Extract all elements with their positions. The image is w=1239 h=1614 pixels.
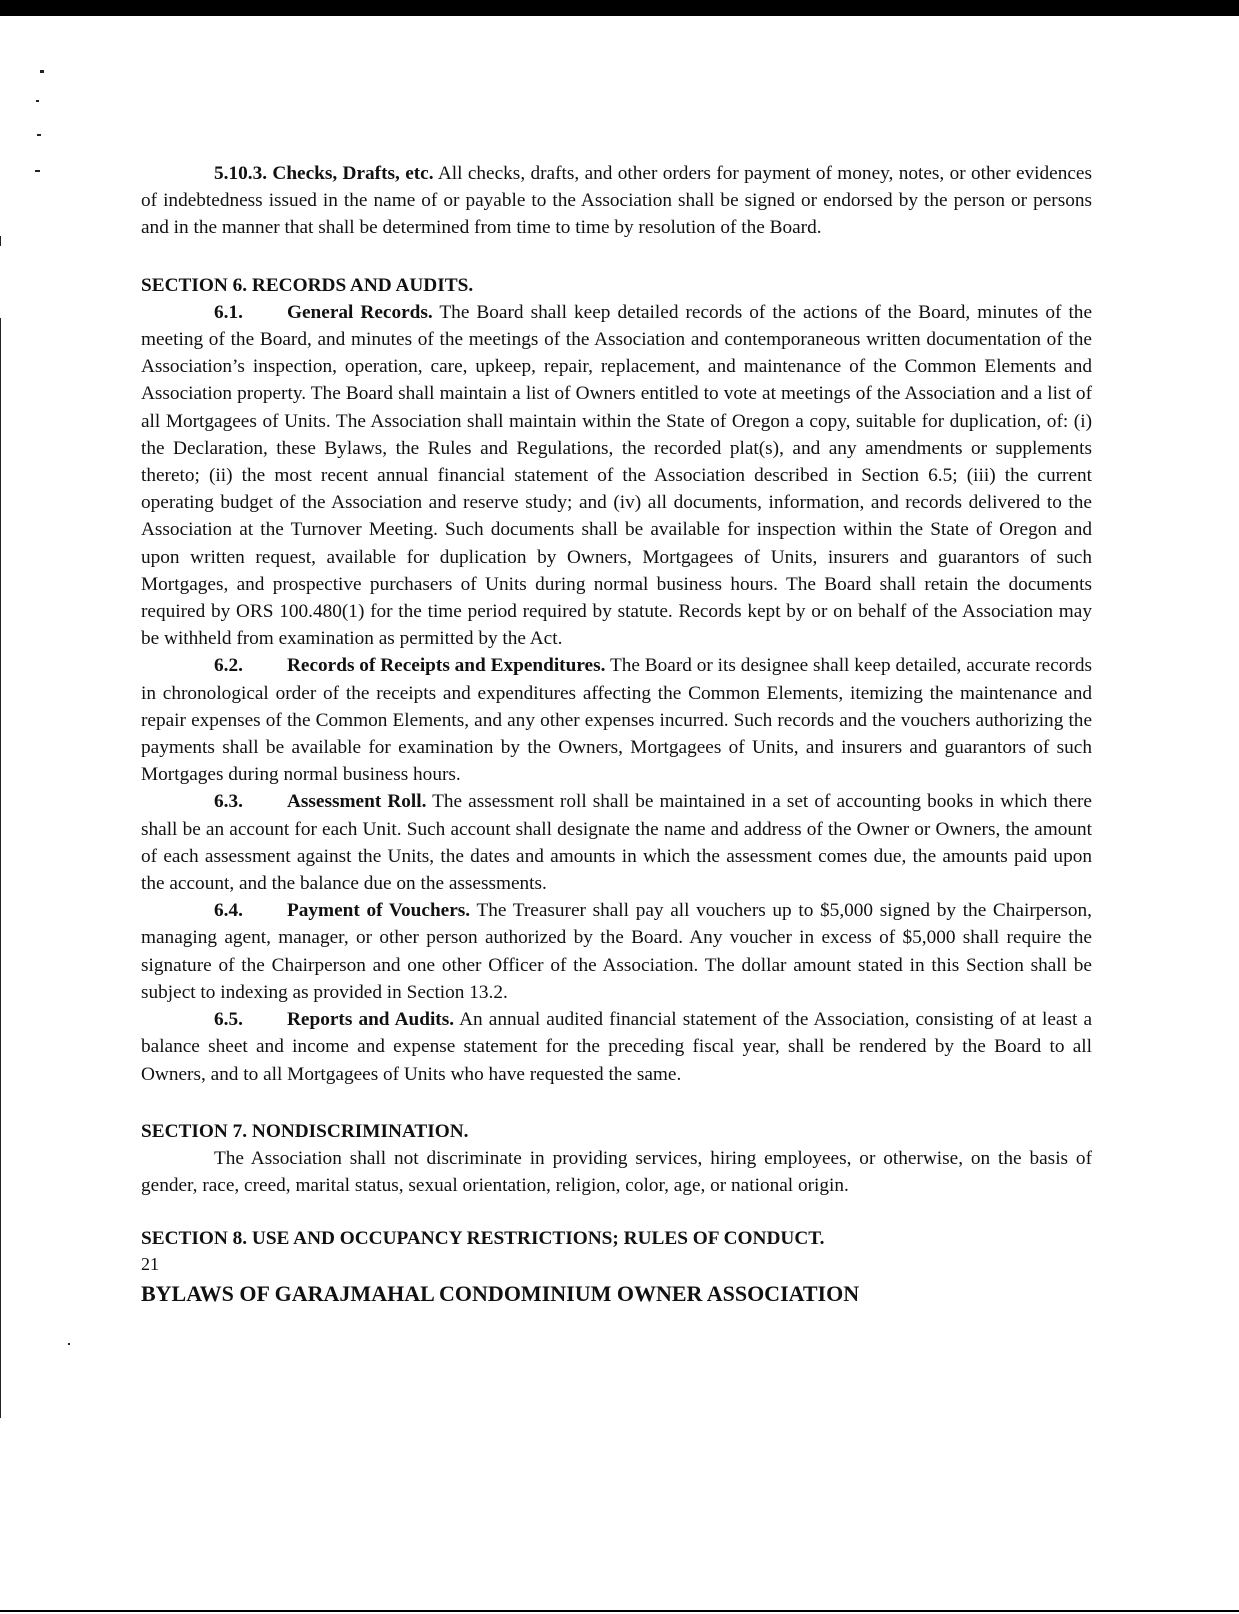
section-8-heading: SECTION 8. USE AND OCCUPANCY RESTRICTIONS; RULES OF CONDUCT. <box>141 1228 825 1250</box>
subsection-number: 6.1. <box>214 301 243 323</box>
subsection-6-2 <box>141 652 1092 788</box>
subsection-text: The Board shall keep detailed records of the actions of the Board, minutes of the meeting of the Board, and minutes of the meetings of the Association and contemporaneous written documentation of the Association’s inspection, operation, care, upkeep, repair, replacement, and maintenance of the Common Elements and Association property. The Board shall maintain a list of Owners entitled to vote at meetings of the Association and a list of all Mortgagees of Units. The Association shall maintain within the State of Oregon a copy, suitable for duplication, of: (i) the Declaration, these Bylaws, the Rules and Regulations, the recorded plat(s), and any amendments or supplements thereto; (ii) the most recent annual financial statement of the Association described in Section 6.5; (iii) the current operating budget of the Association and reserve study; and (iv) all documents, information, and records delivered to the Association at the Turnover Meeting. Such documents shall be available for inspection within the State of Oregon and upon written request, available for duplication by Owners, Mortgagees of Units, insurers and guarantors of such Mortgages, and prospective purchasers of Units during normal business hours. The Board shall retain the documents required by ORS 100.480(1) for the time period required by statute. Records kept by or on behalf of the Association may be withheld from examination as permitted by the Act. <box>141 301 1092 650</box>
scan-left-edge-upper <box>0 236 1 246</box>
subsection-text: The assessment roll shall be maintained in a set of accounting books in which there shall be an account for each Unit. Such account shall designate the name and address of the Owner or Owners, the amount of each assessment against the Units, the dates and amounts in which the assessment comes due, the amounts paid upon the account, and the balance due on the assessments. <box>141 791 1092 895</box>
section-7-text: The Association shall not discriminate in providing services, hiring employees, or otherwise, on the basis of gender, race, creed, marital status, sexual orientation, religion, color, age, or national origin. <box>141 1147 1092 1197</box>
subsection-title: Records of Receipts and Expenditures. <box>287 655 606 677</box>
subsection-title: Reports and Audits. <box>287 1009 455 1031</box>
subsection-title: Checks, Drafts, etc. <box>272 163 434 184</box>
scan-speck <box>37 134 41 136</box>
subsection-number: 5.10.3. <box>214 163 268 184</box>
subsection-number: 6.2. <box>214 655 243 677</box>
scan-bottom-border <box>0 1610 1239 1612</box>
section-6-heading: SECTION 6. RECORDS AND AUDITS. <box>141 274 474 296</box>
subsection-title: General Records. <box>287 301 433 323</box>
subsection-number: 6.3. <box>214 791 243 813</box>
subsection-text: All checks, drafts, and other orders for payment of money, notes, or other evidences of indebtedness issued in the name of or payable to the Association shall be signed or endorsed by the person or persons and in the manner that shall be determined from time to time by resolution of the Board. <box>141 163 1092 239</box>
subsection-5-10-3 <box>141 160 1092 242</box>
document-title-footer: BYLAWS OF GARAJMAHAL CONDOMINIUM OWNER ASSOCIATION <box>141 1280 860 1306</box>
subsection-text: The Treasurer shall pay all vouchers up to $5,000 signed by the Chairperson, managing agent, manager, or other person authorized by the Board. Any voucher in excess of $5,000 shall require the signature of the Chairperson and one other Officer of the Association. The dollar amount stated in this Section shall be subject to indexing as provided in Section 13.2. <box>141 900 1092 1003</box>
subsection-6-4 <box>141 897 1092 1006</box>
scan-speck <box>40 70 44 73</box>
subsection-6-1 <box>141 299 1092 653</box>
subsection-text: An annual audited financial statement of the Association, consisting of at least a balance sheet and income and expense statement for the preceding fiscal year, shall be rendered by the Board to all Owners, and to all Mortgagees of Units who have requested the same. <box>141 1009 1093 1085</box>
scan-speck <box>36 100 39 102</box>
document-page <box>141 160 1092 1309</box>
subsection-title: Assessment Roll. <box>287 791 427 813</box>
section-7-heading: SECTION 7. NONDISCRIMINATION. <box>141 1120 469 1142</box>
scan-top-border <box>0 0 1239 16</box>
scan-left-edge-lower <box>0 318 1 1418</box>
subsection-6-5 <box>141 1006 1092 1088</box>
scan-speck <box>35 170 40 172</box>
subsection-number: 6.5. <box>214 1009 243 1031</box>
subsection-text: The Board or its designee shall keep detailed, accurate records in chronological order of the receipts and expenditures affecting the Common Elements, itemizing the maintenance and repair expenses of the Common Elements, and any other expenses incurred. Such records and the vouchers authorizing the payments shall be available for examination by the Owners, Mortgagees of Units, and insurers and guarantors of such Mortgages during normal business hours. <box>141 655 1092 786</box>
subsection-6-3 <box>141 788 1092 897</box>
scan-speck <box>68 1343 70 1345</box>
subsection-title: Payment of Vouchers. <box>287 900 471 922</box>
page-number: 21 <box>141 1253 159 1274</box>
subsection-number: 6.4. <box>214 900 243 922</box>
